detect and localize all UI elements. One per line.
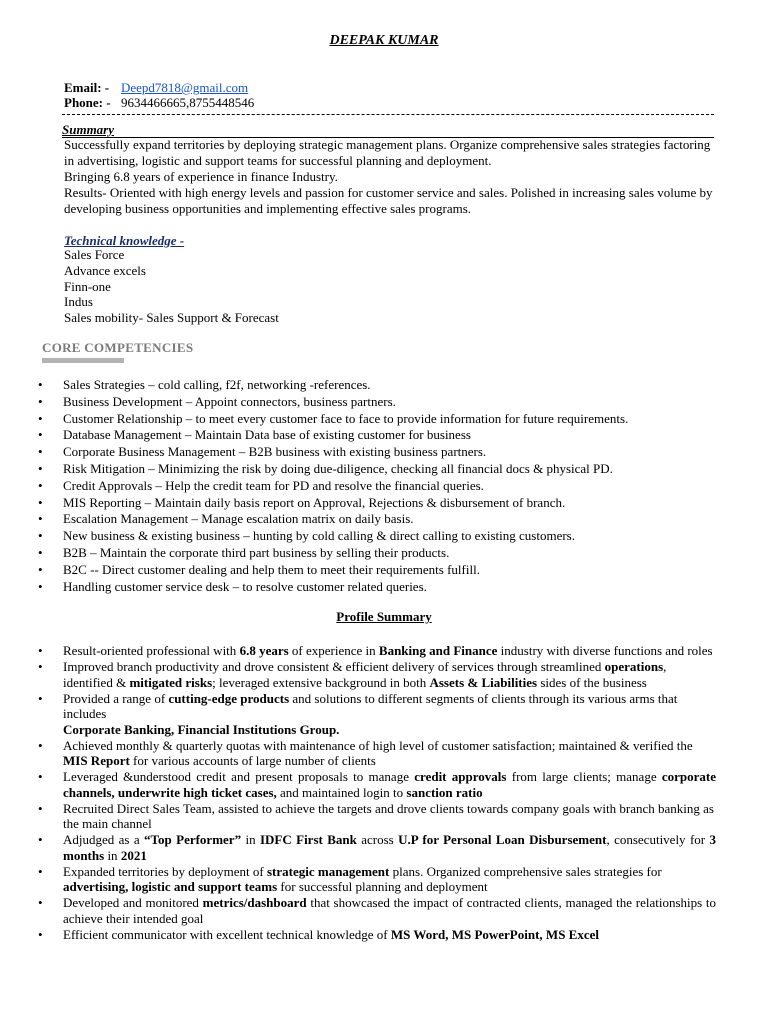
profile-summary-text (63, 832, 716, 863)
text: Efficient communicator with excellent technical knowledge of (63, 926, 391, 942)
bold-text: 6.8 years (239, 643, 289, 658)
bold-text: advertising, logistic and support teams (63, 879, 278, 894)
bold-text: metrics/dashboard (202, 895, 307, 910)
profile-summary-text (63, 659, 716, 690)
profile-summary-heading: Profile Summary (336, 609, 432, 624)
core-competencies-heading: CORE COMPETENCIES (42, 340, 194, 355)
profile-summary-list (38, 643, 716, 943)
profile-summary-subline: Corporate Banking, Financial Institutions Group. (63, 721, 340, 737)
profile-summary-item (38, 832, 716, 863)
text: in (241, 832, 260, 847)
core-competency-item: • Sales Strategies – cold calling, f2f, networking -references. (38, 377, 738, 394)
profile-summary-text (63, 691, 716, 722)
technical-item: Indus (64, 294, 93, 310)
core-competency-item: • Customer Relationship – to meet every customer face to face to provide information for future requirements. (38, 411, 738, 428)
email-row (64, 80, 248, 95)
summary-text (64, 137, 714, 217)
text: industry with diverse functions and roles (497, 643, 713, 658)
bold-text: U.P for Personal Loan Disbursement (398, 832, 607, 847)
profile-summary-text (63, 895, 716, 926)
bold-text: cutting-edge products (168, 690, 290, 706)
bold-text: mitigated risks (129, 674, 213, 690)
bold-text: credit approvals (414, 769, 507, 784)
bold-text: strategic management (266, 863, 390, 879)
core-competency-item: • B2B – Maintain the corporate third part business by selling their products. (38, 545, 738, 562)
email-label: Email: - (64, 80, 110, 95)
core-competency-item: • Handling customer service desk – to resolve customer related queries. (38, 579, 738, 596)
text: Improved branch productivity and drove consistent & efficient delivery of services through streamlined (63, 659, 605, 674)
technical-item: Sales mobility- Sales Support & Forecast (64, 310, 279, 326)
core-competency-item: • Database Management – Maintain Data base of existing customer for business (38, 427, 738, 444)
core-competency-item: • Escalation Management – Manage escalation matrix on daily basis. (38, 511, 738, 528)
profile-summary-item (38, 801, 716, 832)
text: Achieved monthly & quarterly quotas with maintenance of high level of customer satisfaction; maintained & verified the (63, 737, 693, 753)
core-competency-item: • Business Development – Appoint connectors, business partners. (38, 394, 738, 411)
bold-text: sanction ratio (406, 784, 483, 800)
profile-summary-text (63, 927, 716, 943)
bold-text: corporate channels, underwrite high ticket cases, (63, 769, 717, 800)
text: for successful planning and deployment (277, 879, 488, 894)
profile-summary-item (38, 927, 716, 943)
summary-paragraph: Results- Oriented with high energy levels and passion for customer service and sales. Polished in increasing sales volume by developing business opportunities and implementing effective sales programs. (64, 185, 713, 216)
text: , consecutively for (606, 832, 710, 847)
technical-item: Finn-one (64, 278, 111, 294)
summary-heading: Summary (62, 122, 115, 137)
technical-list (64, 247, 279, 326)
phone-row (64, 95, 254, 110)
email-link[interactable]: Deepd7818@gmail.com (121, 80, 249, 95)
profile-summary-text (63, 801, 716, 832)
text: Developed and monitored (63, 895, 203, 910)
core-competencies-list (38, 377, 738, 595)
text: Provided a range of (63, 690, 169, 706)
core-competency-item: • Risk Mitigation – Minimizing the risk by doing due-diligence, checking all financial docs & physical PD. (38, 461, 738, 478)
summary-paragraph: Bringing 6.8 years of experience in finance Industry. (64, 169, 338, 184)
profile-summary-item (38, 895, 716, 926)
bold-text: Banking and Finance (378, 643, 498, 658)
text: and maintained login to (276, 784, 407, 800)
profile-summary-text (63, 864, 716, 880)
profile-summary-item (38, 769, 716, 800)
core-competency-item: • Credit Approvals – Help the credit team for PD and resolve the financial queries. (38, 478, 738, 495)
summary-paragraph: Successfully expand territories by deploying strategic management plans. Organize comprehensive sales strategies factoring in advertising, logistic and support teams for successful planning and deployment. (64, 137, 711, 168)
text: sides of the business (537, 674, 647, 690)
dashed-divider (62, 114, 714, 115)
candidate-name: DEEPAK KUMAR (329, 33, 439, 48)
profile-summary-subline (63, 879, 716, 895)
bold-text: 2021 (120, 847, 147, 863)
text: plans. Organized comprehensive sales strategies for (389, 863, 662, 879)
text: and solutions to different segments of clients through its various arms that includes (63, 690, 678, 721)
core-competency-item: • New business & existing business – hunting by cold calling & direct calling to existing customers. (38, 528, 738, 545)
text: in (104, 847, 121, 863)
text: from large clients; manage (506, 769, 662, 784)
core-competency-item: • B2C -- Direct customer dealing and help them to meet their requirements fulfill. (38, 562, 738, 579)
bold-text: MS Word, MS PowerPoint, MS Excel (390, 926, 599, 942)
profile-summary-text (63, 643, 716, 659)
text: Adjudged as a (63, 832, 145, 847)
phone-value: 9634466665,8755448546 (121, 95, 255, 110)
bold-text: MIS Report (63, 753, 130, 768)
text: Leveraged &understood credit and present proposals to manage (63, 769, 415, 784)
profile-summary-item (38, 738, 716, 769)
technical-item: Sales Force (64, 247, 125, 262)
phone-label: Phone: - (64, 95, 111, 110)
technical-heading: Technical knowledge - (64, 233, 185, 248)
text: ; leveraged extensive background in both (212, 674, 430, 690)
bold-text: IDFC First Bank (259, 832, 357, 847)
heading-underline-bar (42, 358, 124, 363)
profile-summary-item (38, 691, 716, 738)
profile-summary-item (38, 643, 716, 659)
text: of experience in (288, 643, 379, 658)
text: Recruited Direct Sales Team, assisted to achieve the targets and drove clients towards company goals with branch banking as the main channel (63, 800, 714, 831)
technical-item: Advance excels (64, 262, 146, 278)
bold-text: operations (604, 659, 664, 674)
text: that showcased the impact of contracted clients, managed the relationships to achieve their intended goal (63, 895, 716, 926)
text: , identified & (63, 659, 667, 690)
core-competency-item: • Corporate Business Management – B2B business with existing business partners. (38, 444, 738, 461)
bold-text: 3 months (63, 832, 716, 863)
bold-text: “Top Performer” (144, 832, 242, 847)
bold-text: Assets & Liabilities (429, 674, 538, 690)
core-competency-item: • MIS Reporting – Maintain daily basis report on Approval, Rejections & disbursement of branch. (38, 495, 738, 512)
profile-summary-text (63, 769, 716, 800)
profile-summary-item (38, 659, 716, 690)
profile-summary-item (38, 864, 716, 895)
text: Result-oriented professional with (63, 643, 240, 658)
profile-summary-text (63, 738, 716, 769)
text: across (356, 832, 399, 847)
text: for various accounts of large number of clients (129, 753, 376, 768)
text: Expanded territories by deployment of (63, 863, 267, 879)
